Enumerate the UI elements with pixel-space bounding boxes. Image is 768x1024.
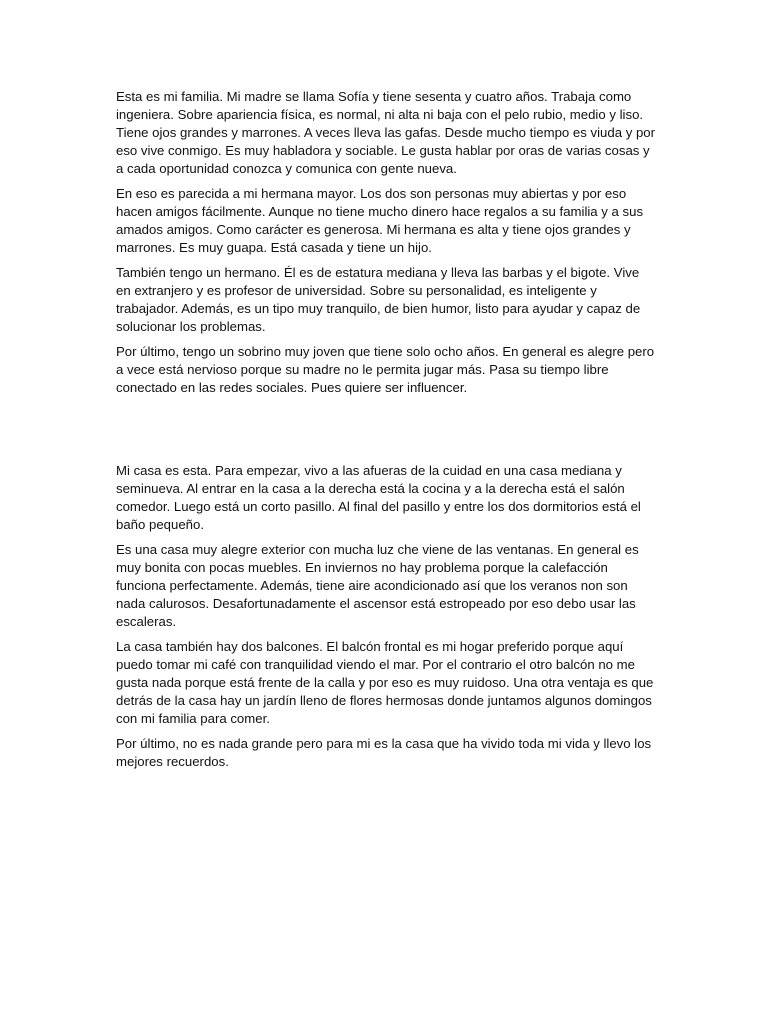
section-house xyxy=(116,462,656,779)
paragraph: Por último, tengo un sobrino muy joven que tiene solo ocho años. En general es alegre pero a vece está nervioso porque su madre no le permita jugar más. Pasa su tiempo libre conectado en las redes sociales. Pues quiere ser influencer. xyxy=(116,344,655,396)
paragraph: Esta es mi familia. Mi madre se llama Sofía y tiene sesenta y cuatro años. Trabaja como ingeniera. Sobre apariencia física, es normal, ni alta ni baja con el pelo rubio, medio y liso. Tiene ojos grandes y marrones. A veces lleva las gafas. Desde mucho tiempo es viuda y por eso vive conmigo. Es muy habladora y sociable. Le gusta hablar por oras de varias cosas y a cada oportunidad conozca y comunica con gente nueva. xyxy=(116,89,656,176)
paragraph: Es una casa muy alegre exterior con mucha luz che viene de las ventanas. En general es muy bonita con pocas muebles. En inviernos no hay problema porque la calefacción funciona perfectamente. Además, tiene aire acondicionado así que los veranos non son nada calurosos. Desafortunadamente el ascensor está estropeado por eso debo usar las escaleras. xyxy=(116,542,639,629)
section-family xyxy=(116,88,656,405)
paragraph: Por último, no es nada grande pero para mi es la casa que ha vivido toda mi vida y llevo los mejores recuerdos. xyxy=(116,736,652,770)
paragraph: También tengo un hermano. Él es de estatura mediana y lleva las barbas y el bigote. Vive en extranjero y es profesor de universidad. Sobre su personalidad, es inteligente y trabajador. Además, es un tipo muy tranquilo, de bien humor, listo para ayudar y capaz de solucionar los problemas. xyxy=(116,265,641,334)
paragraph: En eso es parecida a mi hermana mayor. Los dos son personas muy abiertas y por eso hacen amigos fácilmente. Aunque no tiene mucho dinero hace regalos a su familia y a sus amados amigos. Como carácter es generosa. Mi hermana es alta y tiene ojos grandes y marrones. Es muy guapa. Está casada y tiene un hijo. xyxy=(116,186,644,255)
paragraph: La casa también hay dos balcones. El balcón frontal es mi hogar preferido porque aquí puedo tomar mi café con tranquilidad viendo el mar. Por el contrario el otro balcón no me gusta nada porque está frente de la calla y por eso es muy ruidoso. Una otra ventaja es que detrás de la casa hay un jardín lleno de flores hermosas donde juntamos algunos domingos con mi familia para comer. xyxy=(116,639,654,726)
paragraph: Mi casa es esta. Para empezar, vivo a las afueras de la cuidad en una casa mediana y seminueva. Al entrar en la casa a la derecha está la cocina y a la derecha está el salón comedor. Luego está un corto pasillo. Al final del pasillo y entre los dos dormitorios está el baño pequeño. xyxy=(116,463,641,532)
